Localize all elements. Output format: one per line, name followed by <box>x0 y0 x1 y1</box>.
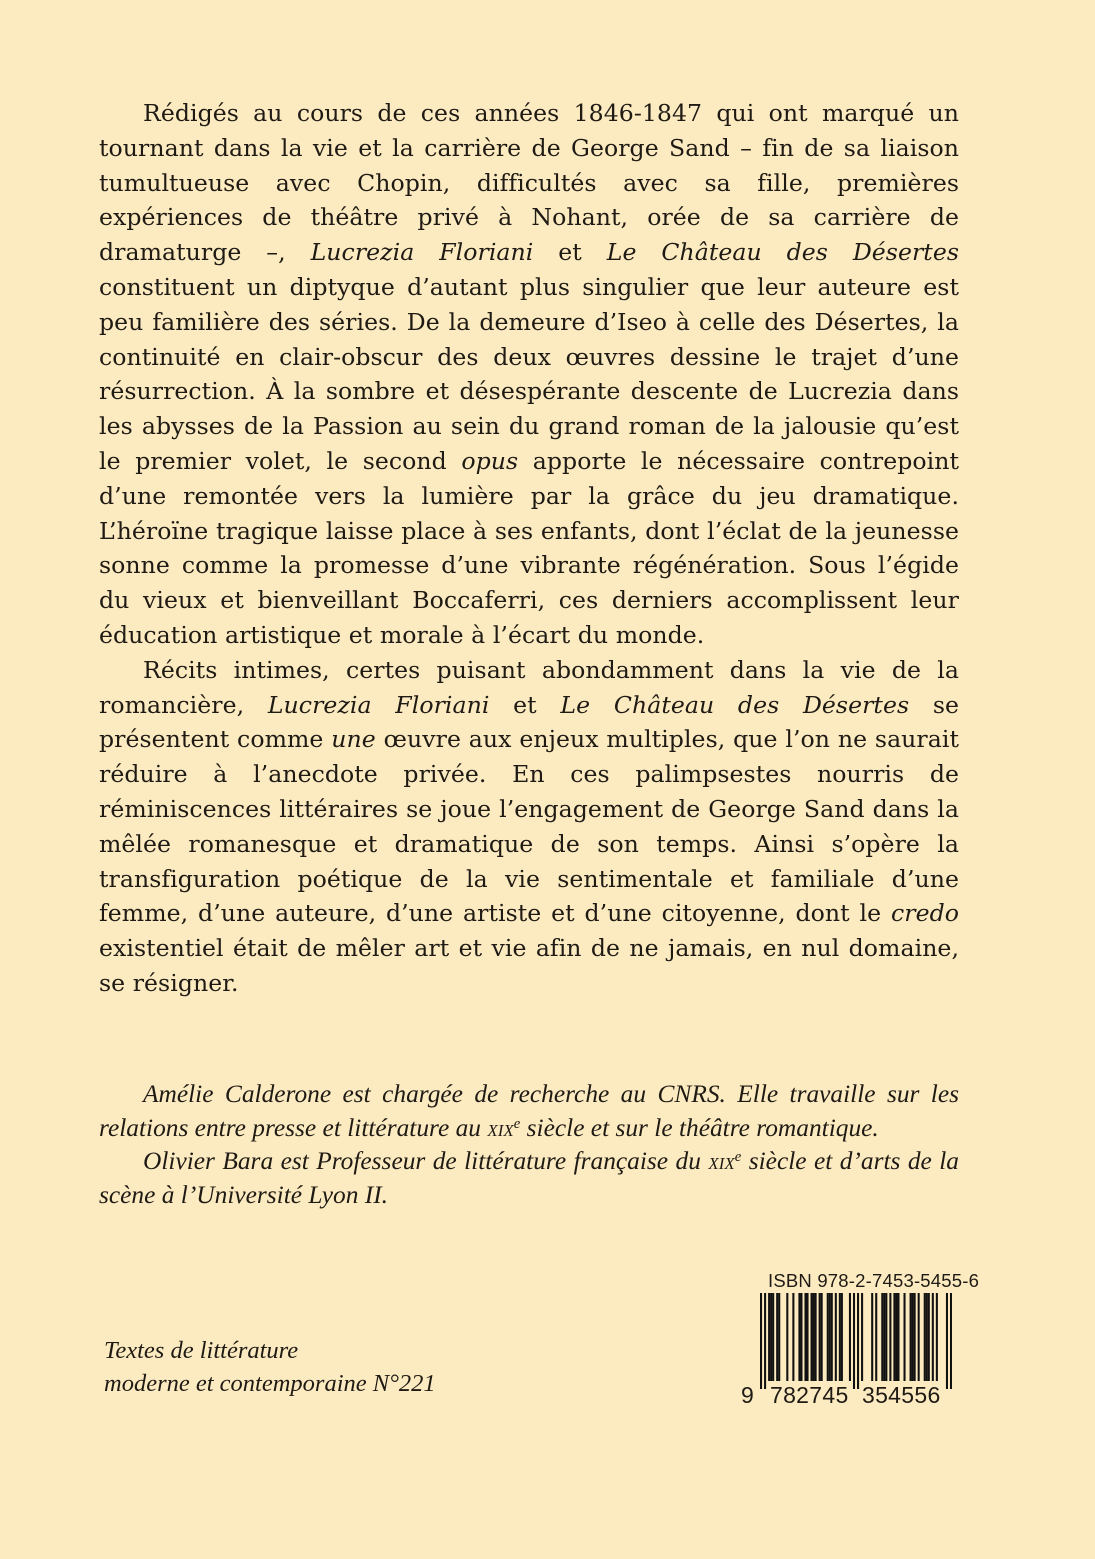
barcode-bar <box>932 1293 934 1381</box>
barcode-guard-bar <box>946 1293 948 1389</box>
summary-paragraph-1: Rédigés au cours de ces années 1846-1847 qui ont marqué un tournant dans la vie et la carrière de George Sand – fin de sa liaison tumultueuse avec Chopin, difficultés avec sa fille, premières expériences de théâtre privé à Nohant, orée de sa carrière de dramaturge –, Lucrezia Floriani et Le Château des Désertes constituent un diptyque d’autant plus singulier que leur auteure est peu familière des séries. De la demeure d’Iseo à celle des Désertes, la continuité en clair-obscur des deux œuvres dessine le trajet d’une résurrection. À la sombre et désespérante descente de Lucrezia dans les abysses de la Passion au sein du grand roman de la jalousie qu’est le premier volet, le second opus apporte le nécessaire contrepoint d’une remontée vers la lumière par la grâce du jeu dramatique. L’héroïne tragique laisse place à ses enfants, dont l’éclat de la jeunesse sonne comme la promesse d’une vibrante régénération. Sous l’égide du vieux et bienveillant Boccaferri, ces derniers accomplissent leur éducation artistique et morale à l’écart du monde. <box>99 99 960 649</box>
barcode-bar <box>827 1293 829 1381</box>
barcode-bar <box>829 1293 831 1381</box>
barcode-bar <box>792 1293 794 1381</box>
barcode-digit-first: 9 <box>741 1382 755 1408</box>
barcode-guard-bar <box>950 1293 952 1389</box>
barcode-bar <box>861 1293 863 1381</box>
barcode-bar <box>815 1293 817 1381</box>
barcode-bar <box>895 1293 897 1381</box>
barcode-digits-left: 782745 <box>770 1382 849 1408</box>
barcode-bar <box>778 1293 780 1381</box>
barcode-bar <box>849 1293 851 1381</box>
series-line-1: Textes de littérature <box>104 1337 299 1364</box>
barcode-bar <box>819 1293 821 1381</box>
barcode-bar <box>928 1293 930 1381</box>
barcode-bar <box>813 1293 815 1381</box>
series-info <box>104 1334 436 1400</box>
isbn-label: ISBN 978-2-7453-5455-6 <box>768 1270 980 1291</box>
barcode-guard-bar <box>857 1293 859 1389</box>
barcode-bar <box>897 1293 899 1381</box>
barcode-bar <box>768 1293 770 1381</box>
title-chateau-des-desertes: Le Château des Désertes <box>560 690 910 719</box>
barcode-guard-bar <box>853 1293 855 1389</box>
barcode-bar <box>918 1293 920 1381</box>
barcode-bar <box>804 1293 806 1381</box>
barcode-bar <box>910 1293 912 1381</box>
barcode-bar <box>839 1293 841 1381</box>
barcode <box>760 1293 952 1389</box>
barcode-bar <box>831 1293 833 1381</box>
barcode-bar <box>821 1293 823 1381</box>
title-lucrezia-floriani: Lucrezia Floriani <box>267 690 490 719</box>
barcode-bar <box>883 1293 885 1381</box>
barcode-bar <box>786 1293 788 1381</box>
author-bios <box>99 1078 959 1212</box>
barcode-bar <box>926 1293 928 1381</box>
barcode-digits-right: 354556 <box>862 1382 941 1408</box>
barcode-bar <box>776 1293 778 1381</box>
barcode-bar <box>889 1293 891 1381</box>
barcode-bar <box>924 1293 926 1381</box>
emphasis-une: une <box>331 725 376 754</box>
barcode-bar <box>914 1293 916 1381</box>
barcode-bar <box>770 1293 772 1381</box>
barcode-bar <box>871 1293 873 1381</box>
emphasis-credo: credo <box>890 899 959 928</box>
barcode-bar <box>798 1293 800 1381</box>
emphasis-opus: opus <box>461 446 519 475</box>
barcode-bar <box>841 1293 843 1381</box>
barcode-bar <box>903 1293 905 1381</box>
bio-amelie-calderone: Amélie Calderone est chargée de recherche au CNRS. Elle travaille sur les relations entre presse et littérature au xix$^e$ siècle et sur le théâtre romantique. <box>99 1080 959 1142</box>
bio-olivier-bara: Olivier Bara est Professeur de littérature française du xix$^e$ siècle et d’arts de la scène à l’Université Lyon II. <box>99 1147 959 1209</box>
barcode-bar <box>811 1293 813 1381</box>
barcode-bar <box>885 1293 887 1381</box>
barcode-bar <box>800 1293 802 1381</box>
barcode-bar <box>875 1293 877 1381</box>
barcode-bar <box>806 1293 808 1381</box>
summary-text <box>99 96 959 1001</box>
barcode-bar <box>772 1293 774 1381</box>
barcode-bar <box>912 1293 914 1381</box>
barcode-guard-bar <box>760 1293 762 1389</box>
barcode-bar <box>881 1293 883 1381</box>
summary-paragraph-2: Récits intimes, certes puisant abondamment dans la vie de la romancière, Lucrezia Floriani et Le Château des Désertes se présentent comme une œuvre aux enjeux multiples, que l’on ne saurait réduire à l’anecdote privée. En ces palimpsestes nourris de réminiscences littéraires se joue l’engagement de George Sand dans la mêlée romanesque et dramatique de son temps. Ainsi s’opère la transfiguration poétique de la vie sentimentale et familiale d’une femme, d’une auteure, d’une artiste et d’une citoyenne, dont le credo existentiel était de mêler art et vie afin de ne jamais, en nul domaine, se résigner. <box>99 655 959 997</box>
barcode-bar <box>835 1293 837 1381</box>
barcode-bar <box>936 1293 938 1381</box>
series-line-2: moderne et contemporaine N°221 <box>104 1370 436 1397</box>
barcode-bar <box>893 1293 895 1381</box>
title-chateau-des-desertes: Le Château des Désertes <box>606 238 960 267</box>
title-lucrezia-floriani: Lucrezia Floriani <box>310 238 534 267</box>
barcode-guard-bar <box>764 1293 766 1389</box>
